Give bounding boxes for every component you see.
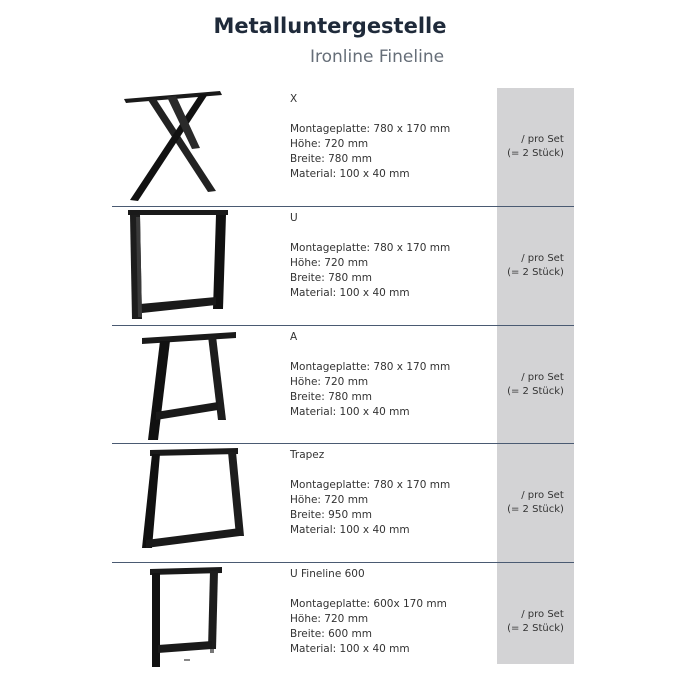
spec-montageplatte: Montageplatte: 780 x 170 mm — [290, 123, 451, 135]
product-row-a — [112, 326, 574, 444]
price-per-set: / pro Set — [521, 609, 564, 620]
price-cell — [497, 489, 574, 517]
price-quantity-note: (= 2 Stück) — [507, 504, 564, 515]
product-row-x — [112, 88, 574, 206]
page-subtitle: Ironline Fineline — [310, 47, 445, 67]
product-name: Trapez — [290, 449, 325, 461]
spec-breite: Breite: 780 mm — [290, 272, 372, 284]
spec-material: Material: 100 x 40 mm — [290, 524, 410, 536]
trapez-frame-icon — [112, 444, 252, 562]
price-cell — [497, 608, 574, 636]
price-per-set: / pro Set — [521, 253, 564, 264]
product-name: X — [290, 93, 298, 105]
price-quantity-note: (= 2 Stück) — [507, 623, 564, 634]
price-cell — [497, 371, 574, 399]
product-row-u — [112, 207, 574, 325]
product-name: U Fineline 600 — [290, 568, 365, 580]
u-fineline-frame-icon — [112, 563, 252, 681]
spec-breite: Breite: 780 mm — [290, 153, 372, 165]
spec-material: Material: 100 x 40 mm — [290, 406, 410, 418]
spec-hoehe: Höhe: 720 mm — [290, 257, 369, 269]
price-per-set: / pro Set — [521, 372, 564, 383]
spec-material: Material: 100 x 40 mm — [290, 287, 410, 299]
u-frame-icon — [112, 207, 252, 325]
product-row-u-fineline-600 — [112, 563, 574, 664]
spec-montageplatte: Montageplatte: 600x 170 mm — [290, 598, 447, 610]
spec-montageplatte: Montageplatte: 780 x 170 mm — [290, 242, 451, 254]
price-cell — [497, 252, 574, 280]
spec-hoehe: Höhe: 720 mm — [290, 138, 369, 150]
x-frame-icon — [112, 88, 252, 206]
price-quantity-note: (= 2 Stück) — [507, 267, 564, 278]
price-cell — [497, 133, 574, 161]
spec-material: Material: 100 x 40 mm — [290, 643, 410, 655]
spec-breite: Breite: 780 mm — [290, 391, 372, 403]
spec-breite: Breite: 950 mm — [290, 509, 372, 521]
price-quantity-note: (= 2 Stück) — [507, 386, 564, 397]
price-per-set: / pro Set — [521, 490, 564, 501]
product-row-trapez — [112, 444, 574, 562]
spec-hoehe: Höhe: 720 mm — [290, 376, 369, 388]
spec-montageplatte: Montageplatte: 780 x 170 mm — [290, 361, 451, 373]
spec-hoehe: Höhe: 720 mm — [290, 613, 369, 625]
spec-montageplatte: Montageplatte: 780 x 170 mm — [290, 479, 451, 491]
price-per-set: / pro Set — [521, 134, 564, 145]
product-name: U — [290, 212, 298, 224]
spec-breite: Breite: 600 mm — [290, 628, 372, 640]
spec-hoehe: Höhe: 720 mm — [290, 494, 369, 506]
spec-material: Material: 100 x 40 mm — [290, 168, 410, 180]
price-quantity-note: (= 2 Stück) — [507, 148, 564, 159]
page-title: Metalluntergestelle — [213, 14, 447, 38]
a-frame-icon — [112, 326, 252, 444]
product-name: A — [290, 331, 298, 343]
